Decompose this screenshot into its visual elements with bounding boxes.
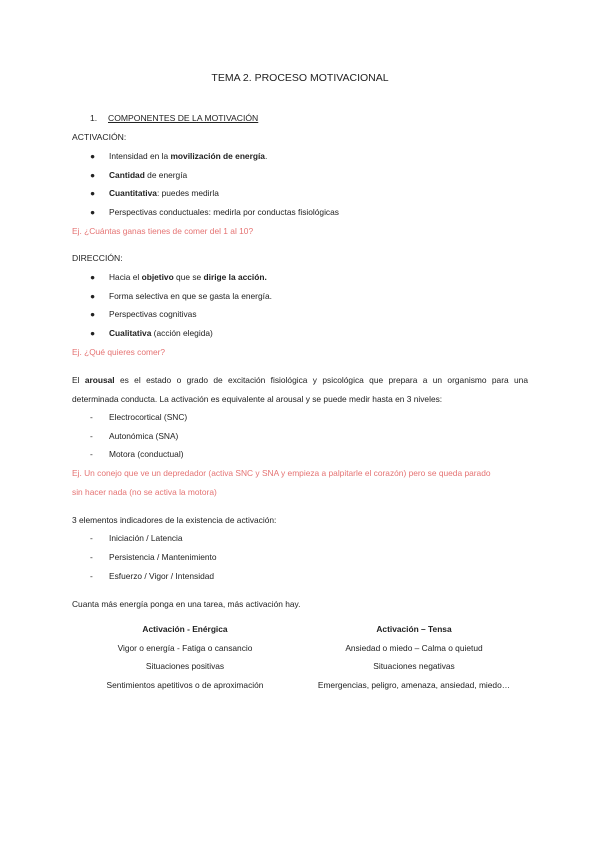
- item-text: Forma selectiva en que se gasta la energía.: [109, 291, 272, 301]
- table-cell: Situaciones negativas: [373, 661, 455, 671]
- list-item: [90, 207, 339, 217]
- item-bold: Cuantitativa: [109, 188, 157, 198]
- list-item: [90, 188, 219, 198]
- item-bold: movilización de energía: [170, 151, 265, 161]
- item-text: Motora (conductual): [109, 449, 184, 459]
- list-item: [90, 431, 178, 441]
- dash-marker: -: [90, 412, 93, 422]
- item-text: Perspectivas conductuales: medirla por conductas fisiológicas: [109, 207, 339, 217]
- list-item: [90, 533, 183, 543]
- table-col1-header: [72, 624, 298, 634]
- item-text: : puedes medirla: [156, 188, 219, 198]
- bullet-icon: ●: [90, 309, 96, 319]
- bullet-icon: ●: [90, 188, 96, 198]
- activacion-label: ACTIVACIÓN: [72, 132, 124, 142]
- arousal-line-2: determinada conducta. La activación es equivalente al arousal y se puede medir hasta en 3 niveles:: [72, 394, 443, 404]
- dash-marker: -: [90, 431, 93, 441]
- dash-marker: -: [90, 449, 93, 459]
- table-cell: Vigor o energía - Fatiga o cansancio: [117, 643, 253, 653]
- list-item: [90, 328, 213, 338]
- page-title: TEMA 2. PROCESO MOTIVACIONAL: [211, 72, 389, 84]
- item-bold: dirige la acción.: [203, 272, 267, 282]
- list-item: [90, 309, 197, 319]
- arousal-term: arousal: [84, 375, 115, 385]
- table-cell: Situaciones positivas: [145, 661, 225, 671]
- table-header-text: Activación - Enérgica: [142, 624, 228, 634]
- item-text: (acción elegida): [151, 328, 213, 338]
- table-cell: Sentimientos apetitivos o de aproximación: [106, 680, 264, 690]
- list-item: [90, 170, 187, 180]
- item-text: Intensidad en la: [109, 151, 171, 161]
- item-bold: Cantidad: [109, 170, 145, 180]
- item-text: Electrocortical (SNC): [109, 412, 188, 422]
- section-heading-text: COMPONENTES DE LA MOTIVACIÓN: [108, 113, 259, 123]
- bullet-icon: ●: [90, 328, 96, 338]
- direccion-label: DIRECCIÓN: [72, 253, 121, 263]
- activacion-example: Ej. ¿Cuántas ganas tienes de comer del 1 al 10?: [72, 226, 254, 236]
- table-col2-header: [300, 624, 528, 634]
- indicadores-intro: 3 elementos indicadores de la existencia de activación:: [72, 515, 277, 525]
- dash-marker: -: [90, 571, 93, 581]
- bullet-icon: ●: [90, 207, 96, 217]
- table-cell: Ansiedad o miedo – Calma o quietud: [345, 643, 483, 653]
- arousal-text: El: [72, 375, 85, 385]
- direccion-colon: :: [120, 253, 123, 263]
- list-item: [90, 412, 187, 422]
- list-item: [90, 272, 267, 282]
- bullet-icon: ●: [90, 151, 96, 161]
- list-item: [90, 151, 267, 161]
- item-text: que se: [173, 272, 204, 282]
- list-item: [90, 552, 217, 562]
- arousal-line-1: [72, 375, 528, 385]
- item-bold: Cualitativa: [109, 328, 152, 338]
- list-item: [90, 291, 272, 301]
- item-text: de energía: [144, 170, 188, 180]
- arousal-text: es el estado o grado de excitación fisiológica y psicológica que prepara a un organismo para una: [114, 375, 528, 385]
- section-heading: [90, 113, 258, 123]
- item-text: Perspectivas cognitivas: [109, 309, 197, 319]
- direccion-example: Ej. ¿Qué quieres comer?: [72, 347, 166, 357]
- section-number: 1.: [90, 113, 98, 123]
- item-bold: objetivo: [141, 272, 174, 282]
- list-item: [90, 571, 214, 581]
- dash-marker: -: [90, 533, 93, 543]
- item-text: Iniciación / Latencia: [109, 533, 183, 543]
- direccion-heading: [72, 253, 123, 263]
- table-cell: Emergencias, peligro, amenaza, ansiedad, miedo…: [317, 680, 511, 690]
- item-text: Persistencia / Mantenimiento: [109, 552, 217, 562]
- bullet-icon: ●: [90, 291, 96, 301]
- energia-text: Cuanta más energía ponga en una tarea, más activación hay.: [72, 599, 301, 609]
- activacion-heading: [72, 132, 126, 142]
- arousal-example-line-2: sin hacer nada (no se activa la motora): [72, 487, 217, 497]
- bullet-icon: ●: [90, 170, 96, 180]
- list-item: [90, 449, 183, 459]
- arousal-example-line-1: Ej. Un conejo que ve un depredador (activa SNC y SNA y empieza a palpitarle el corazón) pero se queda parado: [72, 468, 491, 478]
- table-header-text: Activación – Tensa: [376, 624, 452, 634]
- item-text: .: [264, 151, 268, 161]
- item-text: Esfuerzo / Vigor / Intensidad: [109, 571, 215, 581]
- item-text: Hacia el: [109, 272, 142, 282]
- bullet-icon: ●: [90, 272, 96, 282]
- item-text: Autonómica (SNA): [109, 431, 179, 441]
- dash-marker: -: [90, 552, 93, 562]
- activacion-colon: :: [123, 132, 127, 142]
